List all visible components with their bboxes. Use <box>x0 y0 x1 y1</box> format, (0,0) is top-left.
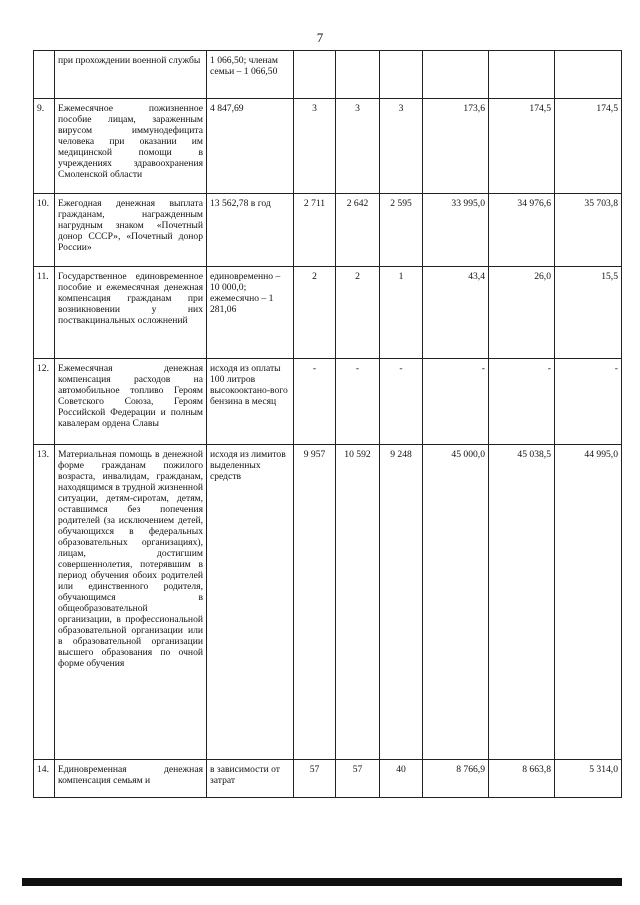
row-count-3: 1 <box>380 267 423 359</box>
row-sum-1: 45 000,0 <box>423 445 489 760</box>
row-count-1: - <box>294 359 336 445</box>
table-row <box>34 194 622 267</box>
row-name: при прохождении военной службы <box>55 51 207 99</box>
row-count-1: 3 <box>294 99 336 194</box>
row-sum-3: 44 995,0 <box>555 445 622 760</box>
row-sum-3: - <box>555 359 622 445</box>
row-count-2: 10 592 <box>336 445 380 760</box>
row-amount: исходя из оплаты 100 литров высокооктано-вого бензина в месяц <box>207 359 294 445</box>
row-number: 14. <box>34 760 55 798</box>
row-sum-3: 35 703,8 <box>555 194 622 267</box>
row-number: 13. <box>34 445 55 760</box>
row-sum-3: 15,5 <box>555 267 622 359</box>
row-sum-2: 26,0 <box>489 267 555 359</box>
table-row <box>34 445 622 760</box>
row-name: Материальная помощь в денежной форме гражданам пожилого возраста, инвалидам, гражданам, находящимся в трудной жизненной ситуации, детям-сиротам, детям, оставшимся без попечения родителей (за исключением детей, обучающихся в федеральных образовательных организациях), лицам, достигшим совершеннолетия, потерявшим в период обучения обоих родителей или единственного родителя, обучающимся в общеобразовательной организации, в профессиональной образовательной организации или в образовательной организации высшего образования по очной форме обучения <box>55 445 207 760</box>
row-count-2: - <box>336 359 380 445</box>
row-sum-1: 8 766,9 <box>423 760 489 798</box>
bottom-border-bar <box>22 878 622 886</box>
row-name: Ежегодная денежная выплата гражданам, награжденным нагрудным знаком «Почетный донор СССР», «Почетный донор России» <box>55 194 207 267</box>
row-sum-2: 8 663,8 <box>489 760 555 798</box>
row-count-1 <box>294 51 336 99</box>
row-count-2: 2 642 <box>336 194 380 267</box>
row-count-1: 2 <box>294 267 336 359</box>
row-sum-2 <box>489 51 555 99</box>
row-count-1: 2 711 <box>294 194 336 267</box>
row-name: Ежемесячное пожизненное пособие лицам, зараженным вирусом иммунодефицита человека при оказании им медицинской помощи в учреждениях здравоохранения Смоленской области <box>55 99 207 194</box>
table-row <box>34 359 622 445</box>
row-sum-3 <box>555 51 622 99</box>
table-row <box>34 99 622 194</box>
benefits-table <box>33 50 622 798</box>
row-amount: 1 066,50; членам семьи – 1 066,50 <box>207 51 294 99</box>
row-sum-3: 5 314,0 <box>555 760 622 798</box>
row-count-3: 40 <box>380 760 423 798</box>
row-count-2: 57 <box>336 760 380 798</box>
row-count-3: - <box>380 359 423 445</box>
row-count-3: 3 <box>380 99 423 194</box>
row-number: 9. <box>34 99 55 194</box>
row-name: Единовременная денежная компенсация семьям и <box>55 760 207 798</box>
row-count-2 <box>336 51 380 99</box>
row-sum-2: - <box>489 359 555 445</box>
row-amount: исходя из лимитов выделенных средств <box>207 445 294 760</box>
row-count-3 <box>380 51 423 99</box>
row-sum-2: 45 038,5 <box>489 445 555 760</box>
row-count-1: 57 <box>294 760 336 798</box>
row-sum-1 <box>423 51 489 99</box>
page-number: 7 <box>316 30 324 45</box>
row-name: Государственное единовременное пособие и ежемесячная денежная компенсация гражданам при возникновении у них поствакцинальных осложнений <box>55 267 207 359</box>
table-row <box>34 51 622 99</box>
row-amount: единовременно – 10 000,0; ежемесячно – 1 281,06 <box>207 267 294 359</box>
row-count-1: 9 957 <box>294 445 336 760</box>
row-number: 11. <box>34 267 55 359</box>
row-number: 10. <box>34 194 55 267</box>
row-sum-2: 34 976,6 <box>489 194 555 267</box>
row-number <box>34 51 55 99</box>
row-amount: 4 847,69 <box>207 99 294 194</box>
row-count-2: 3 <box>336 99 380 194</box>
table-body <box>34 51 622 798</box>
row-sum-1: 43,4 <box>423 267 489 359</box>
row-name: Ежемесячная денежная компенсация расходов на автомобильное топливо Героям Советского Союза, Героям Российской Федерации и полным кавалерам ордена Славы <box>55 359 207 445</box>
row-sum-1: 33 995,0 <box>423 194 489 267</box>
row-amount: 13 562,78 в год <box>207 194 294 267</box>
row-count-3: 9 248 <box>380 445 423 760</box>
row-count-2: 2 <box>336 267 380 359</box>
row-sum-1: 173,6 <box>423 99 489 194</box>
row-sum-2: 174,5 <box>489 99 555 194</box>
row-number: 12. <box>34 359 55 445</box>
row-sum-1: - <box>423 359 489 445</box>
row-sum-3: 174,5 <box>555 99 622 194</box>
table-row <box>34 267 622 359</box>
row-amount: в зависимости от затрат <box>207 760 294 798</box>
row-count-3: 2 595 <box>380 194 423 267</box>
table-row <box>34 760 622 798</box>
